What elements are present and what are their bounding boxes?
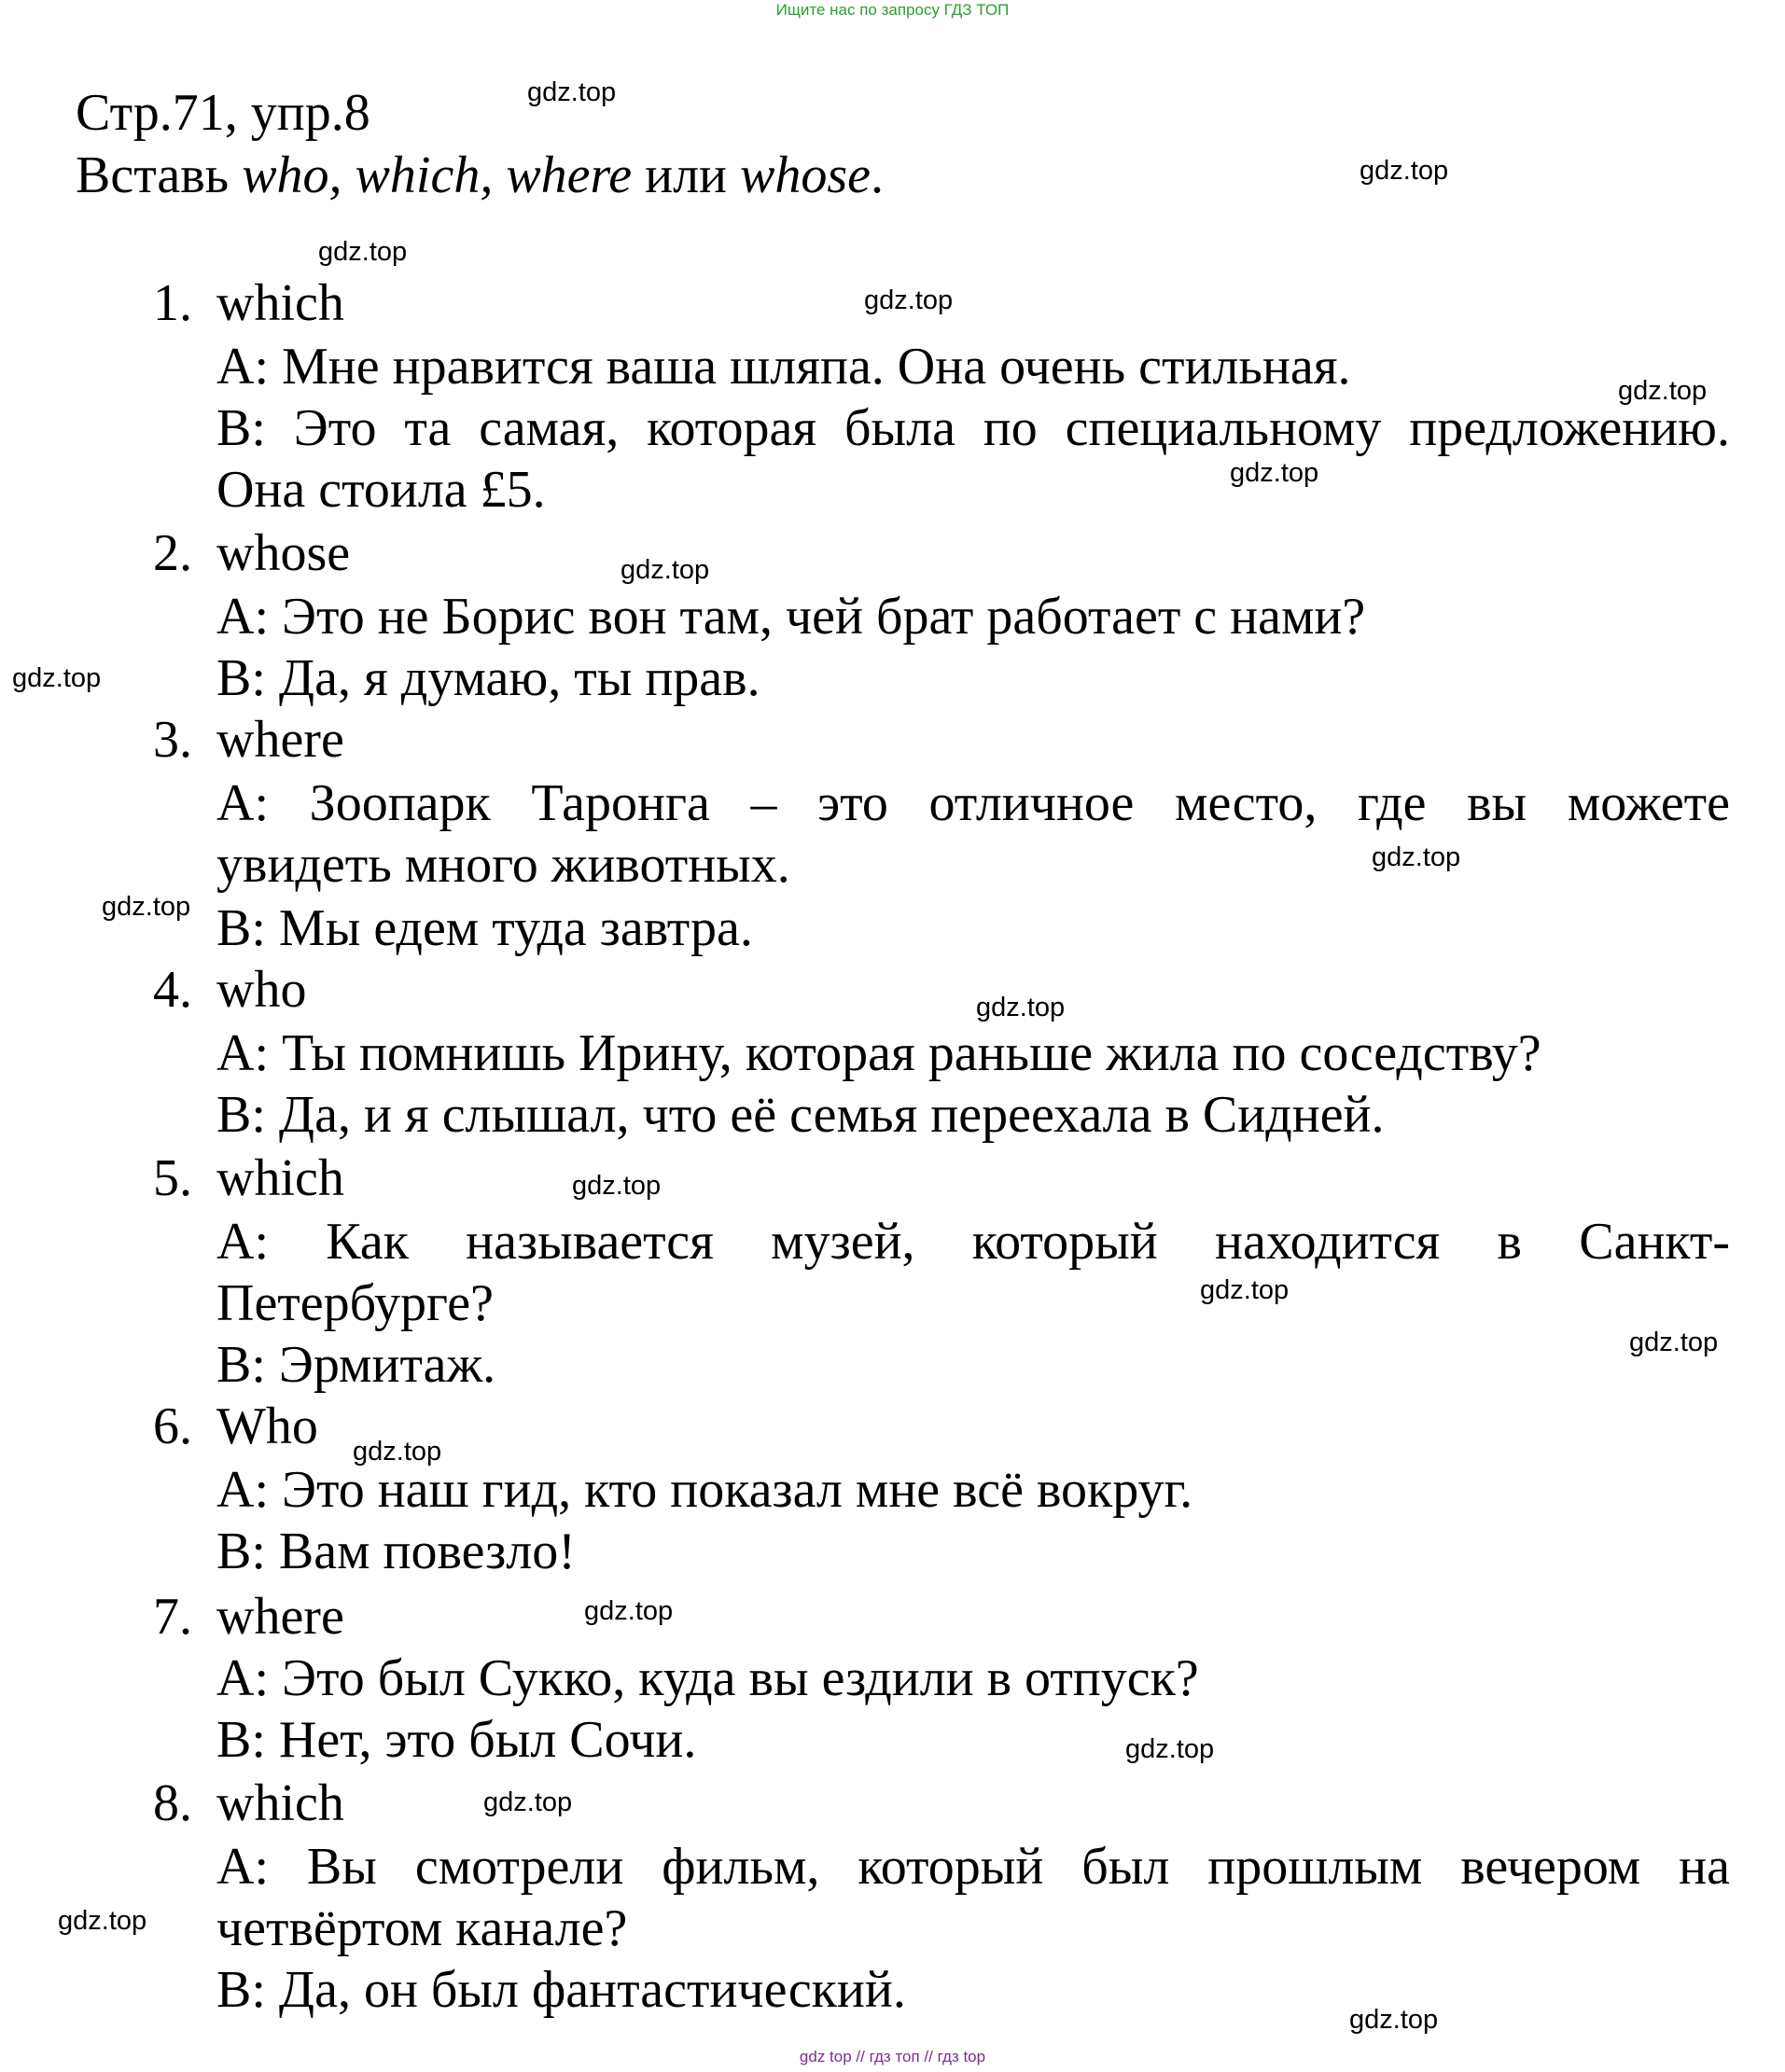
item-2-answer: whose [216,524,351,582]
watermark: gdz.top [1618,376,1708,406]
item-4-line-2: В: Да, и я слышал, что её семья переехала в Сидней. [216,1086,1385,1144]
item-7-line-2: В: Нет, это был Сочи. [216,1711,697,1769]
item-8-answer: which [216,1774,344,1832]
item-5-answer: which [216,1149,344,1207]
item-1-line-2: В: Это та самая, которая была по специальному предложению. [216,399,1730,457]
item-6-answer: Who [216,1398,318,1455]
watermark: gdz.top [1629,1328,1719,1357]
watermark: gdz.top [864,285,954,315]
item-4-line-1: А: Ты помнишь Ирину, которая раньше жила по соседству? [216,1024,1541,1082]
item-6-number: 6. [153,1398,192,1455]
item-4-answer: who [216,961,307,1019]
instruction-last-word: whose [740,146,871,204]
bottom-banner: gdz top // гдз топ // гдз top [799,2048,986,2065]
instruction-middle: или [632,146,740,204]
item-8-line-3: В: Да, он был фантастический. [216,1961,906,2019]
watermark: gdz.top [584,1596,674,1626]
watermark: gdz.top [1125,1734,1215,1764]
top-banner: Ищите нас по запросу ГДЗ ТОП [775,1,1010,19]
item-2-number: 2. [153,524,192,582]
watermark: gdz.top [58,1906,147,1936]
watermark: gdz.top [1230,458,1319,488]
item-6-line-2: В: Вам повезло! [216,1523,576,1580]
watermark: gdz.top [1200,1275,1290,1305]
item-1-number: 1. [153,274,192,332]
watermark: gdz.top [353,1437,442,1467]
watermark: gdz.top [976,993,1066,1022]
item-7-answer: where [216,1588,344,1646]
watermark: gdz.top [1372,842,1461,872]
item-8-line-1: А: Вы смотрели фильм, который был прошлым вечером на [216,1838,1730,1896]
item-1-line-1: А: Мне нравится ваша шляпа. Она очень стильная. [216,338,1351,396]
watermark: gdz.top [483,1787,573,1817]
item-5-line-2: Петербурге? [216,1274,494,1332]
instruction-prefix: Вставь [76,146,243,204]
watermark: gdz.top [318,237,408,267]
watermark: gdz.top [621,555,710,585]
instruction-words: who, which, where [242,146,633,204]
item-3-line-2: увидеть много животных. [216,836,790,894]
item-6-line-1: А: Это наш гид, кто показал мне всё вокруг. [216,1461,1193,1519]
item-4-number: 4. [153,961,192,1019]
item-1-answer: which [216,274,344,332]
item-1-line-3: Она стоила £5. [216,461,546,519]
item-3-line-3: В: Мы едем туда завтра. [216,899,753,957]
item-3-answer: where [216,711,344,769]
item-8-line-2: четвёртом канале? [216,1899,628,1957]
item-5-line-3: В: Эрмитаж. [216,1336,496,1394]
watermark: gdz.top [1349,2005,1439,2035]
item-3-line-1: А: Зоопарк Таронга – это отличное место, где вы можете [216,774,1730,832]
exercise-instruction [76,145,884,206]
item-3-number: 3. [153,711,192,769]
item-7-line-1: А: Это был Сукко, куда вы ездили в отпуск? [216,1649,1199,1707]
item-7-number: 7. [153,1588,192,1646]
item-8-number: 8. [153,1774,192,1832]
watermark: gdz.top [12,663,102,693]
item-2-line-2: В: Да, я думаю, ты прав. [216,649,760,707]
watermark: gdz.top [1360,156,1449,186]
item-5-line-1: А: Как называется музей, который находится в Санкт- [216,1213,1730,1271]
item-2-line-1: А: Это не Борис вон там, чей брат работает с нами? [216,588,1366,646]
page-title: Стр.71, упр.8 [76,84,370,142]
watermark: gdz.top [102,892,191,922]
watermark: gdz.top [527,77,617,107]
watermark: gdz.top [572,1171,662,1201]
instruction-suffix: . [871,146,884,204]
item-5-number: 5. [153,1149,192,1207]
